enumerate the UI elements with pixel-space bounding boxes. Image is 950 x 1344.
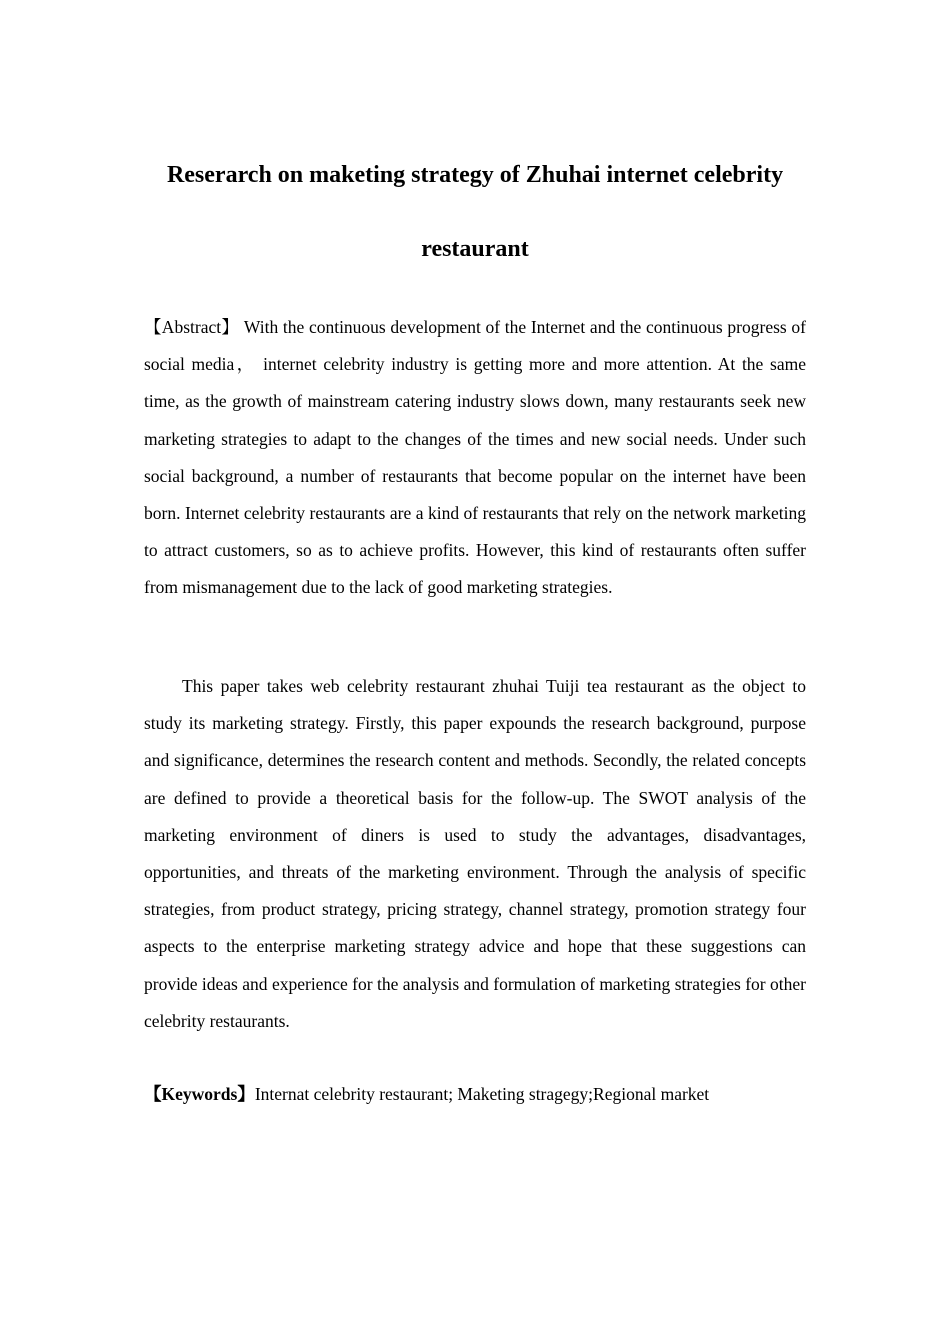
keywords-line: [144, 1076, 806, 1113]
body-paragraph: This paper takes web celebrity restaurant zhuhai Tuiji tea restaurant as the object to study its marketing strategy. Firstly, this paper expounds the research background, purpose and significance, determines the research content and methods. Secondly, the related concepts are defined to provide a theoretical basis for the follow-up. The SWOT analysis of the marketing environment of diners is used to study the advantages, disadvantages, opportunities, and threats of the marketing environment. Through the analysis of specific strategies, from product strategy, pricing strategy, channel strategy, promotion strategy four aspects to the enterprise marketing strategy advice and hope that these suggestions can provide ideas and experience for the analysis and formulation of marketing strategies for other celebrity restaurants.: [144, 676, 806, 1031]
keywords-label: 【Keywords】: [144, 1084, 255, 1104]
keywords-text: Internat celebrity restaurant; Maketing stragegy;Regional market: [254, 1084, 710, 1104]
abstract-paragraph: [144, 309, 806, 607]
abstract-label: 【Abstract】: [144, 317, 240, 337]
paper-title-line-1: Reserarch on maketing strategy of Zhuhai internet celebrity: [166, 162, 784, 188]
abstract-text: With the continuous development of the Internet and the continuous progress of social media， internet celebrity industry is getting more and more attention. At the same time, as the growth of mainstream catering industry slows down, many restaurants seek new marketing strategies to adapt to the changes of the times and new social needs. Under such social background, a number of restaurants that become popular on the internet have been born. Internet celebrity restaurants are a kind of restaurants that rely on the network marketing to attract customers, so as to achieve profits. However, this kind of restaurants often suffer from mismanagement due to the lack of good marketing strategies.: [144, 317, 806, 598]
paper-title-line-2: restaurant: [421, 236, 529, 262]
